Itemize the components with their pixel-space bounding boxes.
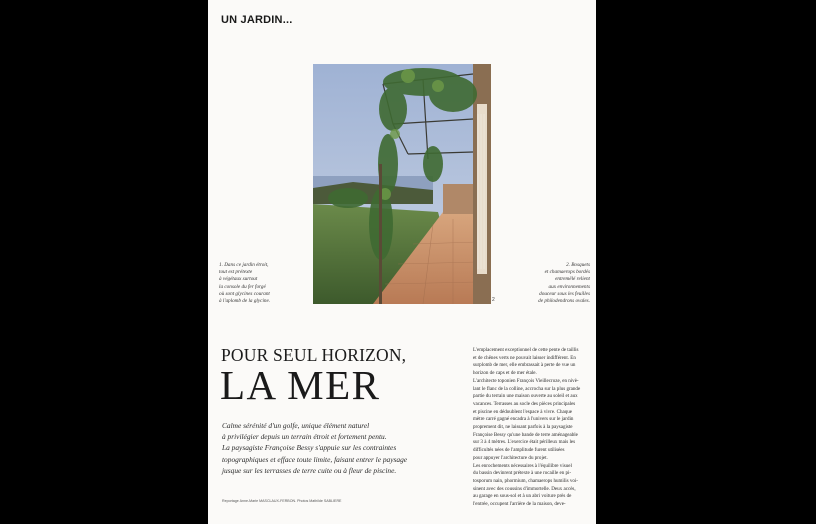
body-line: du bassin devinrent prétexte à une rocaille en pi- <box>473 470 572 477</box>
body-line: surplomb de mer, elle embrassait à perte de vue un <box>473 362 576 369</box>
body-line: lant le flanc de la colline, accrocha sur la plus grande <box>473 385 581 392</box>
photo-number: 2 <box>492 297 495 303</box>
body-line: tosporum nain, phormium, chamaerops humilis voi- <box>473 477 578 484</box>
body-line: vacances. Terrasses au socle des pièces principales <box>473 400 576 407</box>
section-kicker: UN JARDIN... <box>221 14 293 26</box>
body-line: Françoise Bessy qu'une bande de terre aménageable <box>473 431 578 438</box>
lead-line: topographiques et efface toute limite, faisant entrer le paysage <box>222 454 408 464</box>
caption-line: et chamaerops bordés <box>544 269 590 276</box>
body-line: Les enrochements nécessaires à l'équilibre visuel <box>473 462 572 469</box>
body-line: sur 3 à 4 mètres. L'exercice était périlleux mais les <box>473 439 576 446</box>
body-line: proprement dit, ne laissant parfois à la paysagiste <box>473 424 573 431</box>
body-line: L'architecte toponien François Vieillecroze, en nivè- <box>473 377 579 384</box>
body-line: l'entrée, occupent l'arrière de la maison, deve- <box>473 501 566 508</box>
caption-right <box>538 262 590 305</box>
garden-photo <box>313 64 491 304</box>
caption-line: entremêlé relient <box>555 276 590 283</box>
caption-line: de philodendrons ovales. <box>538 298 590 305</box>
body-line: mètre carré gagné encadra à l'univers sur le jardin <box>473 416 574 423</box>
caption-line: à végétaux surtout <box>219 276 258 283</box>
photo-credits: Reportage Anne-Marie MASCLAUX-FERBON. Photos Mathilde SABLIERE <box>222 499 342 503</box>
caption-line: 1. Dans ce jardin étroit, <box>219 262 269 268</box>
body-line: partie du terrain une maison ouverte au soleil et aux <box>473 393 578 400</box>
caption-line: douceur sous les feuilles <box>539 290 590 297</box>
body-line: et piscine en dédoublent l'espace à vivre. Chaque <box>473 408 573 415</box>
headline-line-2: LA MER <box>220 362 381 408</box>
lead-line: à privilégier depuis un terrain étroit et fortement pentu. <box>222 432 387 442</box>
body-line: au garage en sous-sol et à un abri voiture près de <box>473 493 572 500</box>
lead-paragraph <box>222 420 407 476</box>
body-line: et de chênes verts ne pouvait laisser indifférent. En <box>473 354 576 361</box>
caption-line: à l'aplomb de la glycine. <box>219 298 271 305</box>
caption-line: la console du fer forgé <box>219 283 266 290</box>
body-line: horizon de caps et de mer étale. <box>473 370 537 377</box>
lead-line: jusque sur les terrasses de terre cuite ou à fleur de piscine. <box>222 465 397 475</box>
body-line: sinent avec des coussins d'immortelle. Deux accès, <box>473 485 576 492</box>
caption-line: aux environnements <box>548 283 590 290</box>
caption-left <box>219 262 270 305</box>
caption-line: où sont glycines courant <box>219 290 270 297</box>
body-text-column <box>473 347 589 509</box>
body-line: L'emplacement exceptionnel de cette pente de taillis <box>473 347 579 353</box>
caption-line: 2. Bosquets <box>566 262 590 268</box>
magazine-page <box>208 0 596 524</box>
headline-line-1: POUR SEUL HORIZON, <box>221 345 407 365</box>
garden-photo-image <box>313 64 491 304</box>
body-line: pour appuyer l'architecture du projet. <box>473 454 548 461</box>
body-line: difficultés nées de l'amplitude furent utilisées <box>473 447 565 454</box>
caption-line: tout est prétexte <box>219 269 253 276</box>
lead-line: Calme sérénité d'un golfe, unique élément naturel <box>222 421 370 430</box>
lead-line: La paysagiste Françoise Bessy s'appuie sur les contraintes <box>222 443 397 453</box>
